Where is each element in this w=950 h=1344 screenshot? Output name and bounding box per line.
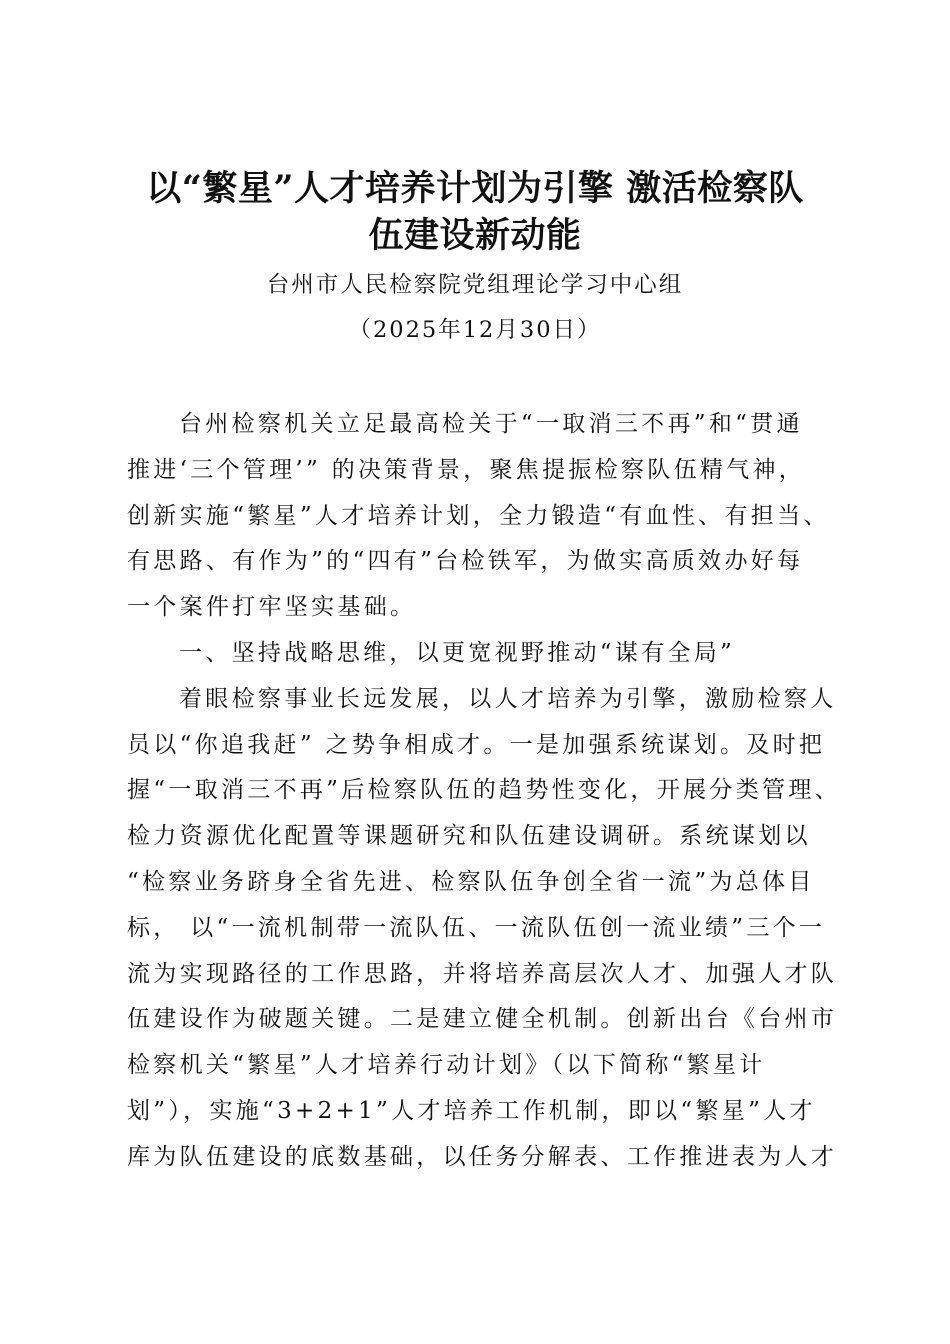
section-heading: 一、坚持战略思维，以更宽视野推动“谋有全局”	[179, 639, 736, 666]
body-line: 流为实现路径的工作思路，并将培养高层次人才、加强人才队	[127, 960, 838, 987]
document-body	[127, 405, 841, 1184]
document-title-line-1: 以“繁星”人才培养计划为引擎 激活检察队	[146, 168, 804, 209]
document-organization: 台州市人民检察院党组理论学习中心组	[266, 272, 684, 298]
body-line: 伍建设作为破题关键。二是建立健全机制。创新出台《台州市	[127, 1006, 838, 1033]
body-line: 库为队伍建设的底数基础，以任务分解表、工作推进表为人才	[127, 1143, 838, 1170]
body-line: 创新实施“繁星”人才培养计划，全力锻造“有血性、有担当、	[127, 502, 830, 529]
body-line: 台州检察机关立足最高检关于“一取消三不再”和“贯通	[179, 411, 803, 437]
document-date: （2025年12月30日）	[348, 317, 602, 343]
body-line: 一个案件打牢坚实基础。	[127, 594, 417, 621]
body-line: 握“一取消三不再”后检察队伍的趋势性变化，开展分类管理、	[127, 777, 841, 804]
body-line: 着眼检察事业长远发展，以人才培养为引擎，激励检察人	[179, 685, 837, 712]
body-line: 检力资源优化配置等课题研究和队伍建设调研。系统谋划以	[127, 823, 811, 850]
document-title-line-2: 伍建设新动能	[368, 215, 582, 256]
body-line: “检察业务跻身全省先进、检察队伍争创全省一流”为总体目	[127, 868, 815, 895]
body-line: 划”），实施“3+2+1”人才培养工作机制，即以“繁星”人才	[127, 1097, 816, 1124]
body-line: 检察机关“繁星”人才培养行动计划》（以下简称“繁星计	[127, 1052, 766, 1079]
body-line: 标， 以“一流机制带一流队伍、一流队伍创一流业绩”三个一	[127, 914, 826, 941]
body-line: 有思路、有作为”的“四有”台检铁军，为做实高质效办好每	[127, 548, 804, 575]
body-line: 推进‘三个管理’” 的决策背景，聚焦提振检察队伍精气神，	[127, 456, 806, 483]
body-line: 员以“你追我赶” 之势争相成才。一是加强系统谋划。及时把	[127, 731, 826, 758]
